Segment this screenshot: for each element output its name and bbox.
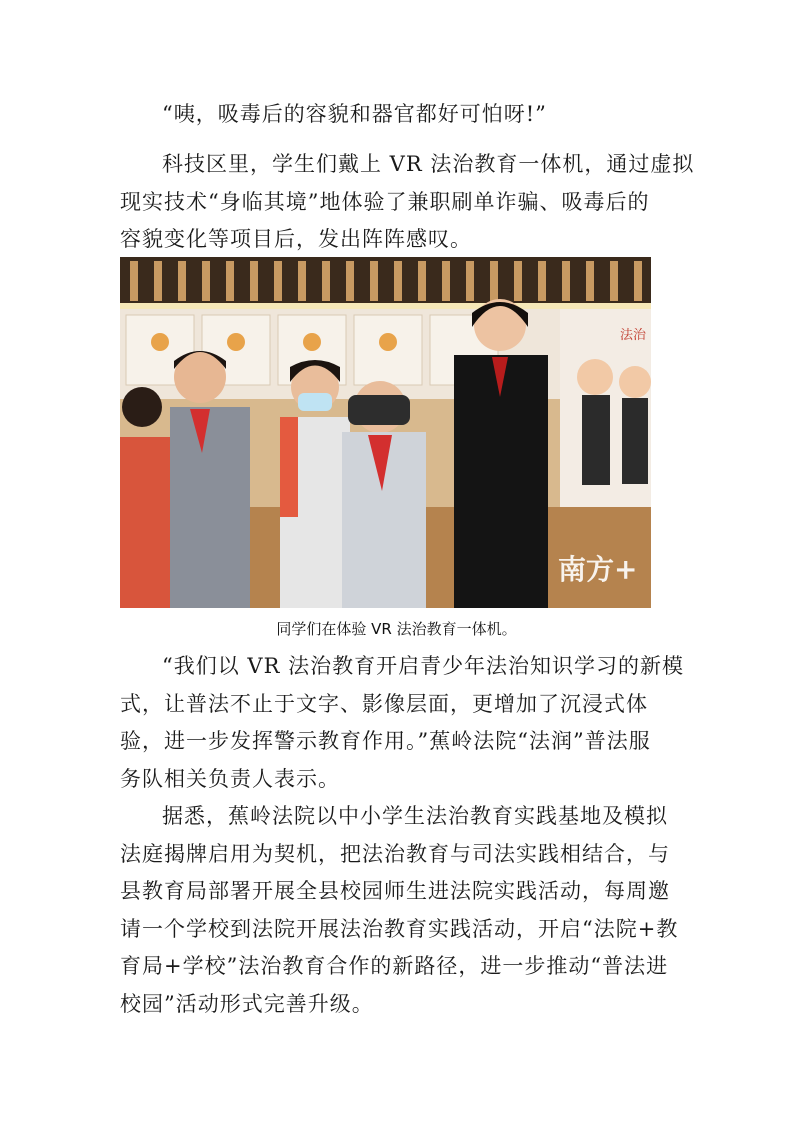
text-line: “咦，吸毒后的容貌和器官都好可怕呀!” — [162, 102, 547, 126]
text-line: 式，让普法不止于文字、影像层面，更增加了沉浸式体 — [120, 691, 648, 716]
paragraph-background — [120, 798, 679, 1023]
paragraph-exclamation — [120, 96, 712, 134]
wall-sign-text: 法治 — [620, 328, 647, 343]
news-photo — [120, 257, 651, 608]
figure-caption: 同学们在体验 VR 法治教育一体机。 — [276, 620, 517, 638]
text-line: 务队相关负责人表示。 — [120, 766, 340, 791]
text-line: 现实技术“身临其境”地体验了兼职刷单诈骗、吸毒后的 — [120, 189, 650, 214]
text-line: 法庭揭牌启用为契机，把法治教育与司法实践相结合，与 — [120, 841, 670, 866]
text-line: 据悉，蕉岭法院以中小学生法治教育实践基地及模拟 — [162, 804, 668, 828]
text-line: “我们以 VR 法治教育开启青少年法治知识学习的新模 — [162, 654, 685, 678]
text-line: 校园”活动形式完善升级。 — [120, 991, 374, 1016]
paragraph-quote — [120, 648, 685, 798]
text-line: 验，进一步发挥警示教育作用。”蕉岭法院“法润”普法服 — [120, 729, 651, 753]
paragraph-tech-zone — [120, 146, 695, 259]
text-line: 县教育局部署开展全县校园师生进法院实践活动，每周邀 — [120, 879, 670, 903]
text-line: 请一个学校到法院开展法治教育实践活动，开启“法院+教 — [120, 916, 679, 941]
photo-illustration — [120, 257, 651, 608]
text-line: 容貌变化等项目后，发出阵阵感叹。 — [120, 227, 472, 251]
watermark-logo: 南方+ — [558, 553, 638, 586]
text-line: 科技区里，学生们戴上 VR 法治教育一体机，通过虚拟 — [162, 152, 695, 176]
text-line: 育局+学校”法治教育合作的新路径，进一步推动“普法进 — [120, 954, 669, 978]
